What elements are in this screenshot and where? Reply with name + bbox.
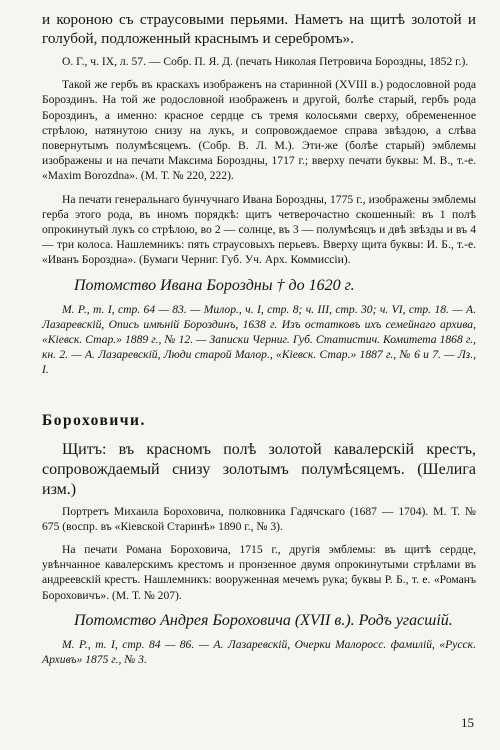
paragraph: Портретъ Михаила Бороховича, полковника Гадячскаго (1687 — 1704). М. Т. № 675 (воспр. въ «Кiевской Старинѣ» 1890 г., № 3). [42,504,476,533]
references: М. Р., т. I, стр. 64 — 83. — Милор., ч. I, стр. 8; ч. III, стр. 30; ч. VI, стр. 18. — А. Лазаревскій, Опись имѣній Бороздинъ, 1638 г. Изъ остатковъ ихъ семейнаго архива, «Кiевск. Стар.» 1889 г., № 12. — Записки Черниг. Губ. Статистич. Комитета 1868 г., кн. 2. — А. Лазаревскій, Люди старой Малор., «Кiевск. Стар.» 1887 г., № 6 и 7. — Лз., I. [42,302,476,377]
paragraph: На печати генеральнаго бунчучнаго Ивана Бороздны, 1775 г., изображены эмблемы герба этого рода, въ иномъ порядкѣ: щитъ четверочастно скошенный: въ 1 полѣ опрокинутый лукъ со стрѣлою, во 2 — солнце, въ 3 — полумѣсяцъ и двѣ звѣзды и въ 4 — три колоса. Нашлемникъ: пять страусовыхъ перьевъ. Вверху щита буквы: И. Б., т.-е. «Иванъ Бороздна». (Бумаги Черниг. Губ. Уч. Арх. Коммиссiи). [42,192,476,267]
source-note: О. Г., ч. IX, л. 57. — Собр. П. Я. Д. (печать Николая Петровича Бороздны, 1852 г.). [62,55,469,68]
section-heading: Потомство Андрея Бороховича (XVII в.). Родъ угасшій. [74,611,453,629]
paragraph: Такой же гербъ въ краскахъ изображенъ на старинной (XVIII в.) родословной рода Бороздинъ. На той же родословной изображенъ и другой, болѣе старый, гербъ рода Бороздинъ, а именно: красное сердце съ тремя колосьями сверху, обремененное стрѣлою, натянутою снизу на лукъ, и сопровождаемое справа звѣздою, а слѣва повернутымъ полумѣсяцемъ. (Собр. В. Л. М.). Эти-же (болѣе старый) эмблемы изображены и на печати Максима Бороздны, 1717 г.; вверху печати буквы: М. В., т.-е. «Maxim Borozdna». (М. Т. № 220, 222). [42,78,476,183]
section-title: Бороховичи. [42,411,146,429]
page-number: 15 [461,715,474,730]
references: М. Р., т. I, стр. 84 — 86. — А. Лазаревскій, Очерки Малоросс. фамилій, «Русск. Архивъ» 1875 г., № 3. [42,637,476,667]
paragraph: На печати Романа Бороховича, 1715 г., другія эмблемы: въ щитѣ сердце, увѣнчанное кавалерскимъ крестомъ и пронзенное двумя опрокинутыми стрѣлами въ андреевскій крестъ. Нашлемникъ: вооруженная мечемъ рука; буквы Р. Б., т. е. «Романъ Бороховичъ». (М. Т. № 207). [42,543,476,602]
continuation-text: и короною съ страусовыми перьями. Наметъ на щитѣ золотой и голубой, подложенный краснымъ и серебромъ». [42,11,476,47]
shield-description: Щитъ: въ красномъ полѣ золотой кавалерскій крестъ, сопровождаемый снизу золотымъ полумѣсяцемъ. (Шелига изм.) [42,440,476,498]
section-heading: Потомство Ивана Бороздны † до 1620 г. [74,276,355,294]
